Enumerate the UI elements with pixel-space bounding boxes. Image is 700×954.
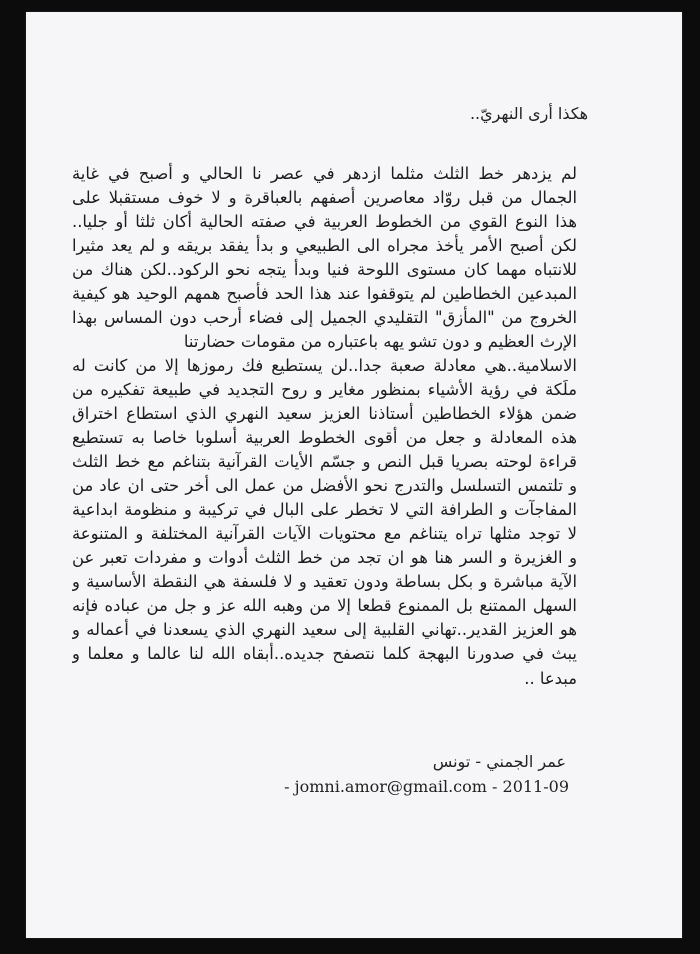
text-line: و الغزيرة و السر هنا هو ان تجد من خط الثلث أدوات و مفردات تعبر عن xyxy=(72,548,577,567)
text-line: ملَكة في رؤية الأشياء بمنظور مغاير و روح التجديد في طبيعة تفكيره من xyxy=(72,380,577,399)
text-line: قراءة لوحته بصريا قبل النص و جسّم الأيات القرآنية بتناغم مع خط الثلث xyxy=(72,452,577,471)
text-line: الخروج من "المأزق" التقليدي الجميل إلى فضاء أرحب دون المساس بهذا xyxy=(72,308,577,327)
paper-sheet xyxy=(26,12,682,938)
text-line: هو العزيز القدير..تهاني القلبية إلى سعيد النهري الذي يسعدنا في أعماله و xyxy=(72,620,577,639)
text-line: لكن أصبح الأمر يأخذ مجراه الى الطبيعي و بدأ يفقد بريقه و لم يعد مثيرا xyxy=(72,236,577,255)
text-line: لا توجد مثلها تراه يتناغم مع محتويات الآيات القرآنية المختلفة و المتنوعة xyxy=(72,524,577,543)
signature-contact: - jomni.amor@gmail.com - 2011-09 xyxy=(284,777,569,796)
text-line: المبدعين الخطاطين لم يتوقفوا عند هذا الحد فأصبح همهم الوحيد هو كيفية xyxy=(72,284,577,303)
text-line: ضمن هؤلاء الخطاطين أستاذنا العزيز سعيد النهري الذي استطاع اختراق xyxy=(72,404,577,423)
text-line: هذا النوع القوي من الخطوط العربية في صفته الحالية أكان ثلثا أو جليا.. xyxy=(72,212,577,231)
text-line: السهل الممتنع بل الممنوع قطعا إلا من وهبه الله عز و جل من عباده فإنه xyxy=(72,596,577,615)
text-line: الآية مباشرة و بكل بساطة ودون تعقيد و لا فلسفة هي النقطة الأساسية و xyxy=(72,572,577,591)
text-line: الجمال من قبل روّاد معاصرين أصفهم بالعباقرة و لا خوف مستقبلا على xyxy=(72,188,577,207)
text-line: مبدعا .. xyxy=(524,669,577,688)
document-heading: هكذا أرى النهريّ.. xyxy=(469,104,588,123)
text-line: هذه المعادلة و جعل من أقوى الخطوط العربية أسلوبا خاصا به تستطيع xyxy=(72,428,577,447)
text-line: يبث في صدورنا البهجة كلما نتصفح جديده..أبقاه الله لنا عالما و معلما و xyxy=(72,644,577,663)
signature-name: عمر الجمني - تونس xyxy=(432,752,566,771)
text-line: الإرث العظيم و دون تشو يهه باعتباره من مقومات حضارتنا xyxy=(183,332,577,351)
text-line: و تلتمس التسلسل والتدرج نحو الأفضل من عمل الى أخر حتى ان عاد من xyxy=(72,476,577,495)
text-line: المفاجآت و الطرافة التي لا تخطر على البال في تركيبة و منظومة ابداعية xyxy=(72,500,577,519)
text-line: للانتباه مهما كان مستوى اللوحة فنيا وبدأ يتجه نحو الركود..لكن هناك من xyxy=(72,260,577,279)
text-line: لم يزدهر خط الثلث مثلما ازدهر في عصر نا الحالي و أصبح في غاية xyxy=(72,164,577,183)
text-line: الاسلامية..هي معادلة صعبة جدا..لن يستطيع فك رموزها إلا من كانت له xyxy=(72,356,577,375)
